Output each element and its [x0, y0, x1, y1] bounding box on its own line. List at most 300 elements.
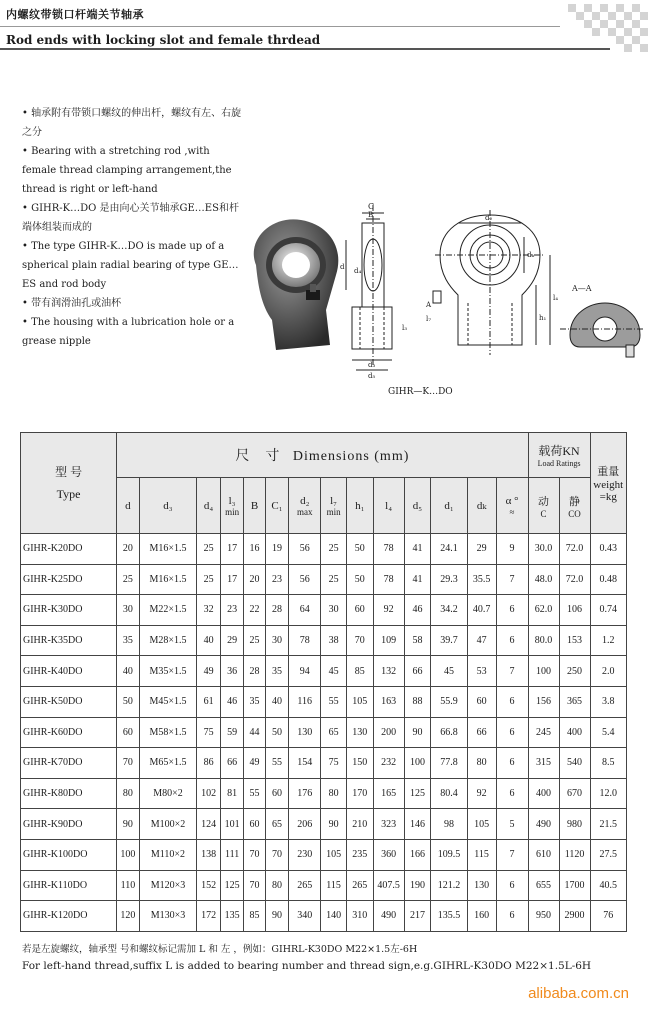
value-cell: 75	[321, 748, 347, 779]
svg-text:C: C	[368, 202, 375, 211]
value-cell: 0.48	[590, 564, 626, 595]
weight-unit: =kg	[599, 491, 617, 503]
value-cell: 41	[404, 534, 431, 565]
value-cell: 1700	[559, 870, 590, 901]
value-cell: 49	[244, 748, 265, 779]
value-cell: 29	[467, 534, 496, 565]
value-cell: 323	[373, 809, 404, 840]
value-cell: 45	[321, 656, 347, 687]
table-row	[21, 534, 627, 565]
value-cell: 1.2	[590, 625, 626, 656]
column-header	[117, 478, 139, 534]
value-cell: 64	[289, 595, 321, 626]
value-cell: 38	[321, 625, 347, 656]
value-cell: 35	[265, 656, 289, 687]
value-cell: 59	[220, 717, 244, 748]
value-cell: 70	[346, 625, 373, 656]
value-cell: 105	[467, 809, 496, 840]
value-cell: 135.5	[431, 901, 467, 932]
value-cell: 20	[117, 534, 139, 565]
value-cell: 176	[289, 778, 321, 809]
value-cell: 56	[289, 564, 321, 595]
column-header-symbol: l₇	[330, 494, 338, 507]
table-row	[21, 901, 627, 932]
value-cell: 166	[404, 839, 431, 870]
value-cell: 135	[220, 901, 244, 932]
value-cell: 29	[220, 625, 244, 656]
value-cell: 101	[220, 809, 244, 840]
column-header	[321, 478, 347, 534]
value-cell: M110×2	[139, 839, 197, 870]
value-cell: 125	[220, 870, 244, 901]
value-cell: 78	[373, 564, 404, 595]
column-header	[346, 478, 373, 534]
value-cell: 28	[244, 656, 265, 687]
value-cell: 45	[431, 656, 467, 687]
svg-text:d: d	[340, 263, 345, 271]
column-header-sub: min	[225, 506, 240, 517]
value-cell: 132	[373, 656, 404, 687]
value-cell: 60	[117, 717, 139, 748]
value-cell: M130×3	[139, 901, 197, 932]
value-cell: 41	[404, 564, 431, 595]
column-header-symbol: d₅	[412, 499, 423, 512]
figure-caption: GIHR—K…DO	[388, 387, 453, 397]
value-cell: M65×1.5	[139, 748, 197, 779]
value-cell: M16×1.5	[139, 564, 197, 595]
value-cell: 365	[559, 686, 590, 717]
value-cell: 80	[467, 748, 496, 779]
value-cell: 46	[404, 595, 431, 626]
value-cell: 110	[117, 870, 139, 901]
value-cell: 140	[321, 901, 347, 932]
description-line: • The type GIHR-K…DO is made up of a spherical plain radial bearing of type GE…ES and rod body	[22, 241, 239, 290]
value-cell: 200	[373, 717, 404, 748]
value-cell: 22	[244, 595, 265, 626]
value-cell: 360	[373, 839, 404, 870]
column-header	[220, 478, 244, 534]
value-cell: 28	[265, 595, 289, 626]
column-header	[139, 478, 197, 534]
value-cell: 105	[346, 686, 373, 717]
column-header-sub: CO	[568, 508, 581, 519]
value-cell: 154	[289, 748, 321, 779]
value-cell: 40.5	[590, 870, 626, 901]
value-cell: 70	[244, 870, 265, 901]
value-cell: 34.2	[431, 595, 467, 626]
value-cell: 400	[559, 717, 590, 748]
value-cell: 25	[197, 534, 221, 565]
value-cell: 53	[467, 656, 496, 687]
title-chinese: 内螺纹带锁口杆端关节轴承	[6, 8, 144, 21]
value-cell: 80.4	[431, 778, 467, 809]
type-cell: GIHR-K30DO	[21, 595, 117, 626]
value-cell: 146	[404, 809, 431, 840]
value-cell: 30.0	[528, 534, 559, 565]
value-cell: 60	[467, 686, 496, 717]
value-cell: 400	[528, 778, 559, 809]
column-header	[197, 478, 221, 534]
value-cell: 66	[220, 748, 244, 779]
column-header	[496, 478, 528, 534]
column-header	[373, 478, 404, 534]
value-cell: 670	[559, 778, 590, 809]
type-cell: GIHR-K70DO	[21, 748, 117, 779]
description-line: • Bearing with a stretching rod ,with female thread clamping arrangement,the thread is right or left-hand	[22, 146, 232, 195]
value-cell: 65	[265, 809, 289, 840]
svg-text:d₅: d₅	[368, 372, 376, 380]
column-header-symbol: l₃	[228, 494, 236, 507]
table-row	[21, 656, 627, 687]
type-cell: GIHR-K120DO	[21, 901, 117, 932]
weight-cn: 重量	[597, 466, 620, 478]
value-cell: 5	[496, 809, 528, 840]
value-cell: 6	[496, 778, 528, 809]
column-header-symbol: l₄	[385, 499, 393, 512]
value-cell: 102	[197, 778, 221, 809]
dimensions-header-en: Dimensions (mm)	[292, 449, 410, 464]
type-cell: GIHR-K50DO	[21, 686, 117, 717]
svg-text:dₖ: dₖ	[527, 251, 535, 259]
value-cell: 1120	[559, 839, 590, 870]
value-cell: 65	[321, 717, 347, 748]
value-cell: 25	[197, 564, 221, 595]
value-cell: 950	[528, 901, 559, 932]
value-cell: 46	[220, 686, 244, 717]
value-cell: 230	[289, 839, 321, 870]
value-cell: 315	[528, 748, 559, 779]
value-cell: M35×1.5	[139, 656, 197, 687]
value-cell: 70	[265, 839, 289, 870]
column-header	[467, 478, 496, 534]
value-cell: 50	[346, 534, 373, 565]
value-cell: 138	[197, 839, 221, 870]
value-cell: 50	[265, 717, 289, 748]
value-cell: 16	[244, 534, 265, 565]
column-header-symbol: d₂	[300, 494, 310, 507]
value-cell: 49	[197, 656, 221, 687]
value-cell: 6	[496, 595, 528, 626]
column-header-sub: C	[540, 508, 547, 519]
description-line: • The housing with a lubrication hole or a grease nipple	[22, 317, 235, 347]
value-cell: 160	[467, 901, 496, 932]
column-header-symbol: α °	[505, 494, 519, 507]
value-cell: 50	[117, 686, 139, 717]
type-cell: GIHR-K20DO	[21, 534, 117, 565]
value-cell: 55	[321, 686, 347, 717]
value-cell: 210	[346, 809, 373, 840]
value-cell: 5.4	[590, 717, 626, 748]
value-cell: 90	[321, 809, 347, 840]
value-cell: 17	[220, 534, 244, 565]
value-cell: 6	[496, 870, 528, 901]
column-header-symbol: C₁	[271, 499, 283, 512]
checker-pattern-decoration	[558, 0, 653, 60]
value-cell: 88	[404, 686, 431, 717]
value-cell: 152	[197, 870, 221, 901]
svg-text:d₃: d₃	[368, 361, 376, 369]
value-cell: 265	[289, 870, 321, 901]
value-cell: 90	[117, 809, 139, 840]
value-cell: 235	[346, 839, 373, 870]
load-ratings-en: Load Ratings	[537, 459, 581, 468]
value-cell: 48.0	[528, 564, 559, 595]
value-cell: 70	[244, 839, 265, 870]
value-cell: 217	[404, 901, 431, 932]
value-cell: 40.7	[467, 595, 496, 626]
value-cell: 206	[289, 809, 321, 840]
value-cell: 540	[559, 748, 590, 779]
value-cell: M58×1.5	[139, 717, 197, 748]
value-cell: 150	[346, 748, 373, 779]
value-cell: 9	[496, 534, 528, 565]
value-cell: 40	[117, 656, 139, 687]
column-header-sub: max	[296, 506, 313, 517]
description-block	[22, 104, 247, 351]
value-cell: 58	[404, 625, 431, 656]
value-cell: 62.0	[528, 595, 559, 626]
value-cell: 56	[289, 534, 321, 565]
value-cell: 55	[265, 748, 289, 779]
value-cell: 109.5	[431, 839, 467, 870]
column-header-symbol: d	[125, 499, 131, 512]
column-header	[404, 478, 431, 534]
value-cell: 109	[373, 625, 404, 656]
value-cell: 7	[496, 656, 528, 687]
value-cell: 92	[467, 778, 496, 809]
value-cell: 98	[431, 809, 467, 840]
value-cell: 66	[467, 717, 496, 748]
value-cell: 70	[117, 748, 139, 779]
value-cell: 130	[467, 870, 496, 901]
value-cell: 66	[404, 656, 431, 687]
value-cell: 8.5	[590, 748, 626, 779]
watermark: alibaba.com.cn	[528, 985, 629, 1002]
value-cell: 190	[404, 870, 431, 901]
section-label: A—A	[572, 284, 592, 293]
weight-en: weight	[593, 479, 624, 491]
load-ratings-header	[528, 433, 590, 478]
description-line: • 带有润滑油孔或油杯	[22, 298, 122, 309]
value-cell: 77.8	[431, 748, 467, 779]
value-cell: 47	[467, 625, 496, 656]
value-cell: M28×1.5	[139, 625, 197, 656]
table-row	[21, 686, 627, 717]
svg-text:A: A	[426, 301, 432, 309]
value-cell: 170	[346, 778, 373, 809]
rod-end-photo	[246, 210, 344, 355]
value-cell: 3.8	[590, 686, 626, 717]
value-cell: 50	[346, 564, 373, 595]
type-cell: GIHR-K90DO	[21, 809, 117, 840]
svg-text:h₁: h₁	[539, 314, 547, 322]
value-cell: 24.1	[431, 534, 467, 565]
value-cell: 40	[265, 686, 289, 717]
dimensions-header-cn: 尺 寸	[235, 449, 281, 464]
dimensions-header	[117, 433, 528, 478]
value-cell: 78	[289, 625, 321, 656]
column-header-symbol: d₁	[444, 499, 454, 512]
value-cell: 35	[244, 686, 265, 717]
load-ratings-cn: 载荷KN	[538, 444, 580, 458]
table-row	[21, 748, 627, 779]
value-cell: 29.3	[431, 564, 467, 595]
value-cell: 94	[289, 656, 321, 687]
svg-text:d₂: d₂	[485, 214, 493, 222]
table-row	[21, 839, 627, 870]
table-row	[21, 778, 627, 809]
table-row	[21, 870, 627, 901]
value-cell: M16×1.5	[139, 534, 197, 565]
type-cell: GIHR-K60DO	[21, 717, 117, 748]
value-cell: 85	[346, 656, 373, 687]
left-hand-note-cn: 若是左旋螺纹，轴承型 号和螺纹标记需加 L 和 左 ，例如：GIHRL-K30DO M22×1.5左-6H	[22, 944, 418, 955]
value-cell: 120	[117, 901, 139, 932]
value-cell: 25	[321, 564, 347, 595]
value-cell: M100×2	[139, 809, 197, 840]
value-cell: 92	[373, 595, 404, 626]
type-cell: GIHR-K110DO	[21, 870, 117, 901]
type-cell: GIHR-K40DO	[21, 656, 117, 687]
value-cell: 610	[528, 839, 559, 870]
value-cell: 35	[117, 625, 139, 656]
value-cell: 0.74	[590, 595, 626, 626]
type-cell: GIHR-K35DO	[21, 625, 117, 656]
left-hand-note-en: For left-hand thread,suffix L is added to bearing number and thread sign,e.g.GIHRL-K30DO M22×1.5L-6H	[22, 960, 592, 972]
value-cell: 100	[117, 839, 139, 870]
table-row	[21, 809, 627, 840]
value-cell: 86	[197, 748, 221, 779]
value-cell: 55	[244, 778, 265, 809]
value-cell: 36	[220, 656, 244, 687]
value-cell: 100	[404, 748, 431, 779]
weight-header	[590, 433, 626, 534]
value-cell: M22×1.5	[139, 595, 197, 626]
value-cell: M45×1.5	[139, 686, 197, 717]
value-cell: 39.7	[431, 625, 467, 656]
header-divider-thin	[0, 26, 560, 27]
value-cell: 30	[321, 595, 347, 626]
table-row	[21, 595, 627, 626]
value-cell: 27.5	[590, 839, 626, 870]
value-cell: 23	[265, 564, 289, 595]
table-row	[21, 564, 627, 595]
value-cell: 80.0	[528, 625, 559, 656]
value-cell: 35.5	[467, 564, 496, 595]
svg-text:l₄: l₄	[553, 294, 559, 302]
value-cell: 121.2	[431, 870, 467, 901]
value-cell: 80	[321, 778, 347, 809]
type-cell: GIHR-K80DO	[21, 778, 117, 809]
value-cell: 80	[265, 870, 289, 901]
column-header	[528, 478, 559, 534]
svg-text:B: B	[368, 211, 374, 219]
svg-text:l₇: l₇	[426, 315, 432, 323]
value-cell: 66.8	[431, 717, 467, 748]
value-cell: 125	[404, 778, 431, 809]
value-cell: 25	[244, 625, 265, 656]
column-header-symbol: d₄	[203, 499, 214, 512]
table-row	[21, 625, 627, 656]
value-cell: 6	[496, 901, 528, 932]
value-cell: 106	[559, 595, 590, 626]
value-cell: 6	[496, 748, 528, 779]
title-english: Rod ends with locking slot and female thrdead	[6, 33, 321, 47]
value-cell: 90	[265, 901, 289, 932]
value-cell: 163	[373, 686, 404, 717]
value-cell: 232	[373, 748, 404, 779]
value-cell: 25	[321, 534, 347, 565]
column-header-symbol: B	[250, 499, 259, 512]
column-header	[289, 478, 321, 534]
value-cell: 25	[117, 564, 139, 595]
value-cell: 6	[496, 717, 528, 748]
value-cell: 340	[289, 901, 321, 932]
value-cell: 130	[346, 717, 373, 748]
column-header	[431, 478, 467, 534]
column-header	[265, 478, 289, 534]
value-cell: 60	[244, 809, 265, 840]
svg-text:l₃: l₃	[402, 324, 408, 332]
value-cell: 310	[346, 901, 373, 932]
value-cell: 32	[197, 595, 221, 626]
value-cell: 61	[197, 686, 221, 717]
value-cell: 105	[321, 839, 347, 870]
value-cell: 124	[197, 809, 221, 840]
value-cell: 2.0	[590, 656, 626, 687]
value-cell: 111	[220, 839, 244, 870]
value-cell: 12.0	[590, 778, 626, 809]
value-cell: 76	[590, 901, 626, 932]
value-cell: 75	[197, 717, 221, 748]
value-cell: 30	[117, 595, 139, 626]
header-divider	[0, 48, 610, 50]
value-cell: 60	[265, 778, 289, 809]
table-row	[21, 717, 627, 748]
type-cell: GIHR-K25DO	[21, 564, 117, 595]
value-cell: 0.43	[590, 534, 626, 565]
value-cell: 19	[265, 534, 289, 565]
svg-text:d₄: d₄	[354, 267, 362, 275]
value-cell: 116	[289, 686, 321, 717]
column-header-sub: ≈	[509, 506, 515, 517]
value-cell: 23	[220, 595, 244, 626]
value-cell: 115	[467, 839, 496, 870]
value-cell: 245	[528, 717, 559, 748]
column-header	[244, 478, 265, 534]
column-header-symbol: 动	[538, 495, 550, 508]
value-cell: 60	[346, 595, 373, 626]
value-cell: 80	[117, 778, 139, 809]
value-cell: 130	[289, 717, 321, 748]
value-cell: 407.5	[373, 870, 404, 901]
value-cell: 78	[373, 534, 404, 565]
value-cell: 21.5	[590, 809, 626, 840]
value-cell: 980	[559, 809, 590, 840]
value-cell: 6	[496, 625, 528, 656]
value-cell: 2900	[559, 901, 590, 932]
value-cell: 55.9	[431, 686, 467, 717]
value-cell: 655	[528, 870, 559, 901]
column-header-symbol: h₁	[355, 499, 365, 512]
value-cell: 250	[559, 656, 590, 687]
value-cell: 7	[496, 564, 528, 595]
value-cell: 490	[528, 809, 559, 840]
value-cell: M120×3	[139, 870, 197, 901]
technical-drawing	[340, 195, 650, 410]
type-header	[21, 433, 117, 534]
value-cell: 40	[197, 625, 221, 656]
